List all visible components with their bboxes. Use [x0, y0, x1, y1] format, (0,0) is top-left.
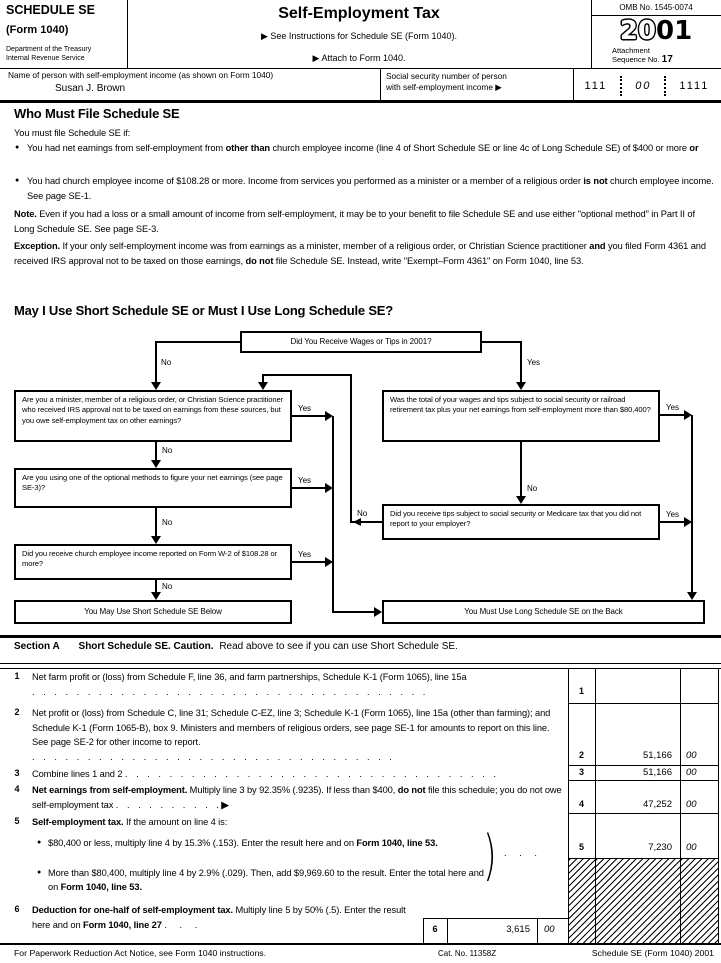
ssn-separator	[664, 76, 666, 96]
row-divider	[568, 780, 718, 781]
section-a-bottom-rule	[0, 663, 721, 664]
line-2-text: Net profit or (loss) from Schedule C, line 31; Schedule C-EZ, line 3; Schedule K-1 (Form 1065), line 15a (other than farming); and Schedule K-1 (Form 1065-B), box 9. Ministers and members of religious orders, see page SE-1 for amounts to report on this line. See page SE-2 for other income to report. . . . . . . . . . . . . . . . . . . . . . . . . . . . . . . . . .	[32, 708, 551, 762]
form-instruction-1: ▶ See Instructions for Schedule SE (Form 1040).	[260, 31, 457, 41]
line-6-number: 6	[14, 904, 20, 914]
line-5-bullet-2: More than $80,400, multiply line 4 by 2.9% (.029). Then, add $9,969.60 to the result. Enter the total here and on Form 1040, line 53.	[48, 868, 484, 892]
grid-line	[718, 668, 719, 943]
line-5-intro: Self-employment tax. If the amount on line 4 is:	[32, 817, 228, 827]
ssn-separator	[620, 76, 622, 96]
brace-glyph: )	[483, 824, 497, 887]
flow-label-yes: Yes	[666, 403, 680, 412]
table-bottom-border	[0, 943, 721, 945]
who-bullet-1: You had net earnings from self-employment from other than church employee income (line 4 of Short Schedule SE or line 4c of Long Schedule SE) of $400 or more or	[27, 143, 699, 153]
section-a-top-rule	[0, 635, 721, 638]
paperwork-notice: For Paperwork Reduction Act Notice, see Form 1040 instructions.	[14, 948, 267, 958]
dot-leader: . . . . . . . . . . . . . . . . . . . . . . . . . . . . . . . . . . . .	[32, 686, 426, 697]
line-3-amount-field[interactable]: 51,166	[642, 767, 672, 778]
flow-box-wages-total: Was the total of your wages and tips subject to social security or railroad retirement tax plus your net earnings from self-employment more than $80,400?	[382, 390, 660, 442]
line-6-cents-field[interactable]: 00	[544, 924, 555, 935]
omb-number: OMB No. 1545-0074	[619, 3, 693, 12]
tax-year-outline-part: 20	[619, 16, 656, 46]
table-top-border	[0, 668, 721, 669]
line-4-amount-field[interactable]: 47,252	[642, 799, 672, 810]
grid-line-number-6: 6	[432, 924, 438, 934]
grid-line-number-2: 2	[578, 750, 584, 760]
line-5-number: 5	[14, 816, 20, 826]
flow-label-no: No	[162, 446, 173, 455]
grid-line-number-3: 3	[578, 767, 584, 777]
row-divider	[568, 765, 718, 766]
line-4-text: Net earnings from self-employment. Multiply line 3 by 92.35% (.9235). If less than $400, do not file this schedule; you do not owe self-employment tax . . . . . . . . . . ▶	[32, 785, 562, 810]
arrow-right-icon: ▶	[221, 799, 229, 810]
grid-line-number-1: 1	[578, 686, 584, 696]
name-value-field[interactable]: Susan J. Brown	[55, 83, 126, 94]
flow-label-no: No	[161, 358, 172, 367]
flow-box-long-schedule: You Must Use Long Schedule SE on the Back	[382, 600, 705, 624]
ssn-part1: 111	[584, 80, 608, 92]
grid-line	[537, 918, 538, 943]
flowchart-heading: May I Use Short Schedule SE or Must I Use Long Schedule SE?	[14, 303, 393, 318]
who-note: Note. Even if you had a loss or a small amount of income from self-employment, it may be to your benefit to file Schedule SE and use either "optional method" in Part II of Long Schedule SE. See page SE-3.	[14, 209, 695, 234]
line-2-amount-field[interactable]: 51,166	[642, 750, 672, 761]
form-instruction-2: ▶ Attach to Form 1040.	[312, 53, 406, 63]
row-divider	[568, 813, 718, 814]
who-intro: You must file Schedule SE if:	[14, 128, 131, 138]
tax-year	[591, 18, 721, 44]
ssn-label-line1: Social security number of person	[386, 71, 507, 81]
attachment-line1: Attachment	[612, 46, 650, 55]
flow-box-minister: Are you a minister, member of a religious order, or Christian Science practitioner who received IRS approval not to be taxed on earnings from these sources, but you owe self-employment tax on other earnings?	[14, 390, 292, 442]
grid-line-number-4: 4	[578, 799, 584, 809]
bullet-icon: ●	[37, 869, 42, 876]
line-3-cents-field[interactable]: 00	[686, 767, 697, 778]
who-must-file-heading: Who Must File Schedule SE	[14, 106, 180, 121]
flow-label-no: No	[162, 582, 173, 591]
catalog-number: Cat. No. 11358Z	[438, 949, 497, 958]
line-1-number: 1	[14, 671, 20, 681]
who-bullet-2: You had church employee income of $108.28 or more. Income from services you performed as a minister or a member of a religious order is not church employee income. See page SE-1.	[27, 176, 714, 201]
section-a-caution-rest: Read above to see if you can use Short Schedule SE.	[219, 641, 458, 652]
name-ssn-divider	[380, 68, 381, 100]
attachment-line2: Sequence No. 17	[612, 54, 673, 65]
ssn-part3: 1111	[679, 80, 710, 92]
flow-label-yes: Yes	[666, 510, 680, 519]
line-3-number: 3	[14, 768, 20, 778]
grid-line-number-5: 5	[578, 842, 584, 852]
line-1-text: Net farm profit or (loss) from Schedule F, line 36, and farm partnerships, Schedule K-1 (Form 1065), line 15a . . . . . . . . . . . . . . . . . . . . . . . . . . . . . . . . . . . .	[32, 672, 467, 697]
line-5-bullet-1: $80,400 or less, multiply line 4 by 15.3% (.153). Enter the result here and on Form 1040, line 53.	[48, 838, 438, 848]
line-2-number: 2	[14, 707, 20, 717]
line-6-amount-field[interactable]: 3,615	[506, 924, 530, 935]
dot-leader: . . . . . . . . . . . . . . . . . . . . . . . . . . . . . . . . .	[32, 751, 392, 762]
ssn-value-field[interactable]	[578, 76, 716, 96]
line-2-cents-field[interactable]: 00	[686, 750, 697, 761]
footer-form-id: Schedule SE (Form 1040) 2001	[591, 948, 714, 958]
line-6-text: Deduction for one-half of self-employment tax. Multiply line 5 by 50% (.5). Enter the result here and on Form 1040, line 27 . . .	[32, 905, 406, 930]
section-a-label: Section A	[14, 641, 60, 652]
flow-label-no: No	[357, 509, 368, 518]
header-thick-rule	[0, 100, 721, 103]
name-row-top-border	[0, 68, 721, 69]
flow-box-unreported-tips: Did you receive tips subject to social security or Medicare tax that you did not report to your employer?	[382, 504, 660, 540]
flow-label-yes: Yes	[298, 550, 312, 559]
line-3-text: Combine lines 1 and 2 . . . . . . . . . . . . . . . . . . . . . . . . . . . . . . . . . .	[32, 769, 496, 779]
flow-box-wages-or-tips: Did You Receive Wages or Tips in 2001?	[240, 331, 482, 353]
section-a-caution-bold: Short Schedule SE. Caution.	[78, 641, 214, 652]
flowchart	[0, 320, 721, 632]
name-label: Name of person with self-employment income (as shown on Form 1040)	[8, 70, 274, 80]
line-5-amount-field[interactable]: 7,230	[648, 842, 672, 853]
shaded-cell	[596, 859, 680, 943]
dot-leader: . . .	[504, 848, 537, 858]
who-exception: Exception. If your only self-employment income was from earnings as a minister, member of a religious order, or Christian Science practitioner and you filed Form 4361 and received IRS approval not to be taxed on those earnings, do not file Schedule SE. Instead, write "Exempt–Form 4361" on Form 1040, line 53.	[14, 241, 706, 266]
dot-leader: . . . . . . . . . . . . . . . . . . . . . . . . . . . . . . . . . .	[124, 769, 496, 779]
line-4-number: 4	[14, 784, 20, 794]
agency-line1: Department of the Treasury	[6, 46, 92, 53]
shaded-cell	[681, 859, 718, 943]
agency-line2: Internal Revenue Service	[6, 54, 85, 62]
flow-label-yes: Yes	[298, 476, 312, 485]
tax-year-solid-part: 01	[656, 16, 693, 46]
dot-leader: . . . . . . . . . .	[115, 799, 219, 810]
row-divider	[568, 703, 718, 704]
bullet-icon: ●	[37, 839, 42, 846]
schedule-label: SCHEDULE SE	[6, 3, 95, 17]
line-6-cell-top-border	[423, 918, 568, 919]
shaded-cell	[569, 859, 595, 943]
line-5-cents-field[interactable]: 00	[686, 842, 697, 853]
section-a-header	[14, 641, 458, 652]
line-4-cents-field[interactable]: 00	[686, 799, 697, 810]
form-title: Self-Employment Tax	[278, 5, 440, 22]
flow-box-short-schedule: You May Use Short Schedule SE Below	[14, 600, 292, 624]
flow-box-optional-methods: Are you using one of the optional methods to figure your net earnings (see page SE-3)?	[14, 468, 292, 508]
bullet-icon: ●	[15, 177, 20, 184]
flow-label-no: No	[162, 518, 173, 527]
flow-box-church-income: Did you receive church employee income reported on Form W-2 of $108.28 or more?	[14, 544, 292, 580]
flow-label-no: No	[527, 484, 538, 493]
form-label: (Form 1040)	[6, 24, 69, 36]
ssn-label-line2: with self-employment income ▶	[386, 81, 502, 92]
flow-label-yes: Yes	[298, 404, 312, 413]
ssn-part2: 00	[635, 80, 652, 92]
ssn-label-value-divider	[573, 68, 574, 100]
dot-leader: . . .	[164, 919, 198, 930]
bullet-icon: ●	[15, 144, 20, 151]
attachment-sequence-number: 17	[661, 54, 673, 65]
grid-line	[447, 918, 448, 943]
flow-label-yes: Yes	[527, 358, 541, 367]
